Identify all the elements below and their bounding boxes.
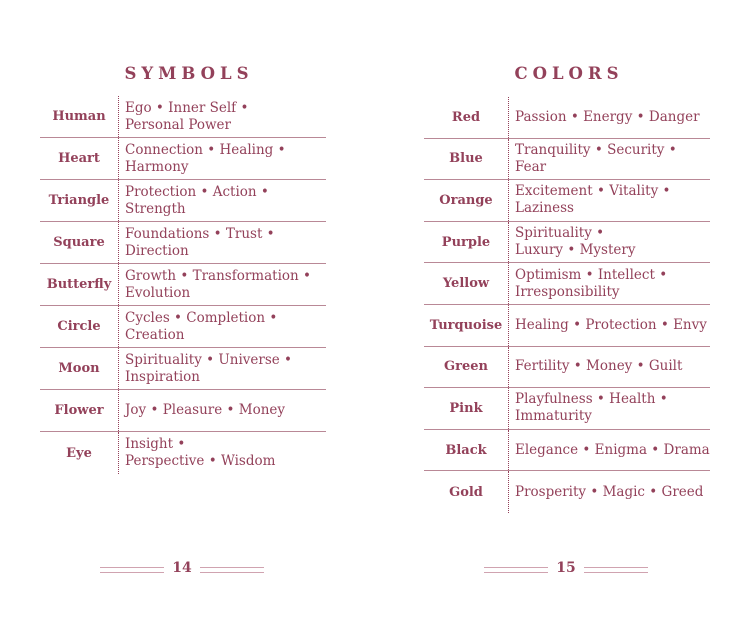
table-row [424, 97, 710, 139]
table-row [40, 138, 326, 180]
row-description [509, 183, 710, 217]
description-line: Passion • Energy • Danger [515, 108, 700, 125]
row-label: Blue [424, 139, 509, 180]
row-description [509, 391, 710, 425]
description-line: Ego • Inner Self • [125, 99, 249, 116]
row-description [119, 402, 326, 419]
row-label: Flower [40, 390, 119, 431]
description-line: Joy • Pleasure • Money [125, 402, 286, 418]
colors-table [424, 97, 710, 513]
table-row [424, 347, 710, 389]
description-line: Spirituality • [515, 225, 605, 242]
page-title: SYMBOLS [124, 64, 254, 83]
row-label: Pink [424, 388, 509, 429]
table-row [40, 390, 326, 432]
table-row [40, 96, 326, 138]
row-label: Green [424, 347, 509, 388]
description-line: Excitement • Vitality • [515, 183, 671, 200]
table-row [424, 471, 710, 513]
table-row [40, 222, 326, 264]
row-description [509, 484, 710, 501]
page-number: 15 [556, 560, 576, 576]
row-description [119, 226, 326, 260]
row-description [509, 225, 710, 259]
symbols-table [40, 96, 326, 474]
description-line: Evolution [125, 284, 191, 301]
table-row [40, 306, 326, 348]
description-line: Prosperity • Magic • Greed [515, 483, 704, 500]
description-line: Protection • Action • [125, 183, 269, 200]
row-description [509, 317, 710, 334]
description-line: Strength [125, 200, 186, 217]
table-row [424, 139, 710, 181]
description-line: Fertility • Money • Guilt [515, 358, 683, 375]
table-row [424, 430, 710, 472]
description-line: Tranquility • Security • Fear [515, 141, 677, 175]
description-line: Playfulness • Health • [515, 391, 668, 408]
row-description [119, 142, 326, 176]
description-line: Growth • Transformation • [125, 267, 311, 284]
row-description [119, 184, 326, 218]
footer-rule [484, 567, 548, 573]
description-line: Elegance • Enigma • Drama [515, 441, 710, 458]
row-description [509, 358, 710, 375]
row-label: Circle [40, 306, 119, 347]
row-description [509, 142, 710, 176]
row-label: Turquoise [424, 305, 509, 346]
row-description [119, 310, 326, 344]
row-description [119, 100, 326, 134]
row-label: Moon [40, 348, 119, 389]
description-line: Harmony [125, 158, 189, 175]
description-line: Laziness [515, 200, 574, 217]
row-label: Black [424, 430, 509, 471]
row-label: Yellow [424, 263, 509, 304]
row-label: Butterfly [40, 264, 119, 305]
description-line: Cycles • Completion • [125, 309, 278, 326]
row-label: Square [40, 222, 119, 263]
description-line: Direction [125, 242, 189, 259]
row-label: Gold [424, 471, 509, 513]
description-line: Immaturity [515, 408, 592, 425]
description-line: Foundations • Trust • [125, 225, 275, 242]
table-row [424, 222, 710, 264]
row-label: Red [424, 97, 509, 138]
description-line: Insight • [125, 436, 186, 452]
footer-rule [100, 567, 164, 573]
row-label: Triangle [40, 180, 119, 221]
table-row [424, 180, 710, 222]
row-label: Eye [40, 432, 119, 474]
description-line: Personal Power [125, 116, 231, 133]
table-row [424, 263, 710, 305]
row-label: Orange [424, 180, 509, 221]
footer-rule [584, 567, 648, 573]
table-row [424, 305, 710, 347]
row-description [509, 442, 710, 459]
page-footer [40, 560, 326, 578]
page-title: COLORS [514, 64, 624, 83]
row-description [119, 352, 326, 386]
footer-rule [200, 567, 264, 573]
table-row [424, 388, 710, 430]
page-footer [424, 560, 710, 578]
row-label: Heart [40, 138, 119, 179]
row-label: Human [40, 96, 119, 137]
description-line: Perspective • Wisdom [125, 453, 276, 469]
row-description [509, 267, 710, 301]
row-description [119, 436, 326, 470]
description-line: Healing • Protection • Envy [515, 316, 707, 333]
description-line: Spirituality • Universe • [125, 351, 293, 368]
description-line: Optimism • Intellect • [515, 266, 668, 283]
description-line: Inspiration [125, 368, 200, 385]
description-line: Connection • Healing • [125, 141, 286, 158]
row-description [509, 109, 710, 126]
table-row [40, 432, 326, 474]
row-description [119, 268, 326, 302]
row-label: Purple [424, 222, 509, 263]
description-line: Creation [125, 326, 185, 343]
table-row [40, 180, 326, 222]
description-line: Luxury • Mystery [515, 242, 636, 259]
table-row [40, 348, 326, 390]
description-line: Irresponsibility [515, 283, 620, 300]
table-row [40, 264, 326, 306]
page-number: 14 [172, 560, 192, 576]
